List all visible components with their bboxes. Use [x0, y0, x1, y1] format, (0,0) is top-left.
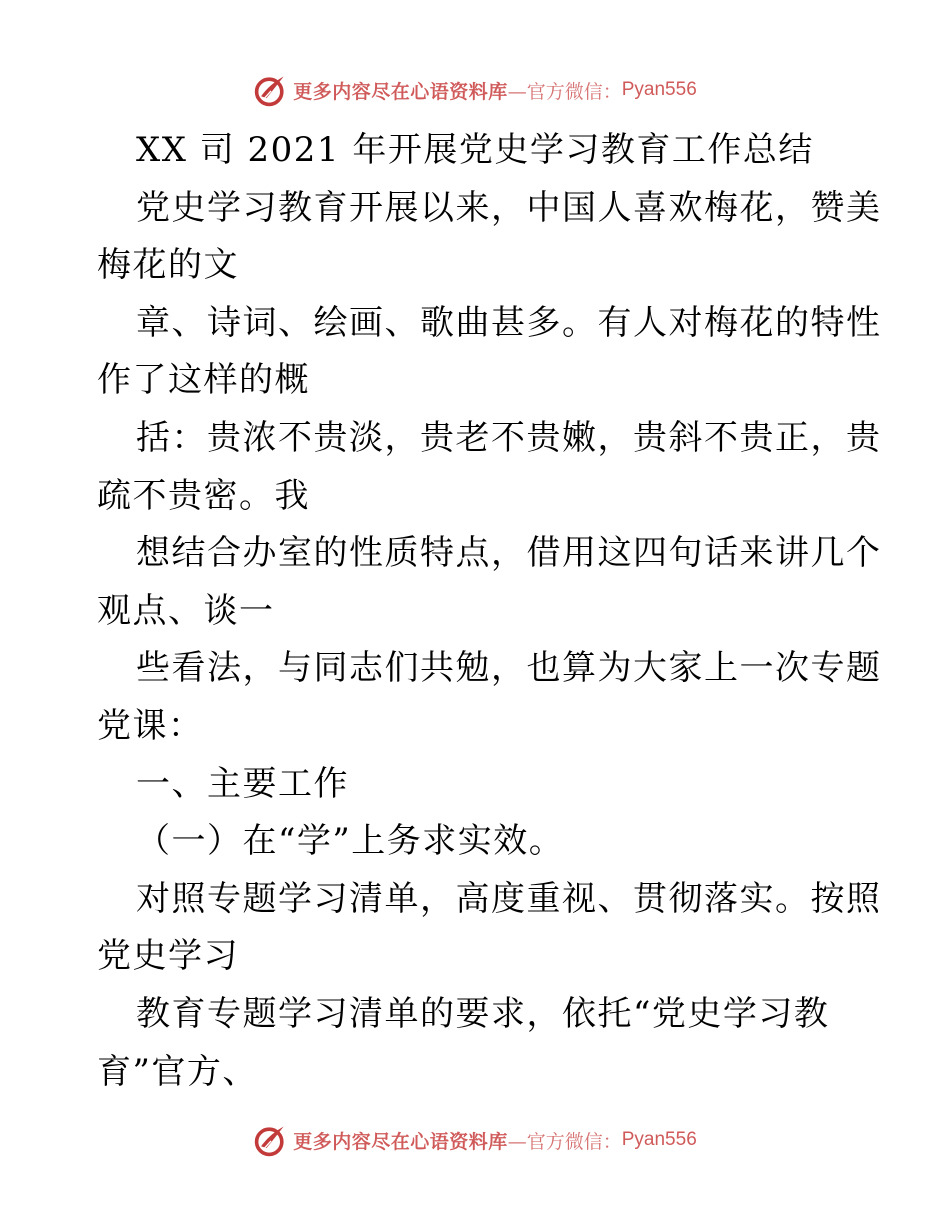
section-heading: 一、主要工作 — [136, 763, 349, 804]
watermark-lead-text: 更多内容尽在心语资料库 — [293, 80, 508, 103]
text-line: 想结合办室的性质特点，借用这四句话来讲几个 — [136, 533, 882, 574]
text-line: 育”官方、 — [97, 1051, 258, 1092]
text-line: 观点、谈一 — [97, 590, 275, 631]
watermark-tail-text: —官方微信： — [507, 80, 622, 103]
quill-logo-icon — [253, 1122, 289, 1158]
footer-watermark — [0, 1120, 950, 1160]
watermark-wechat-id: Pyan556 — [621, 79, 697, 100]
header-watermark — [0, 70, 950, 110]
quill-logo-icon — [253, 72, 289, 108]
document-title: XX 司 2021 年开展党史学习教育工作总结 — [136, 130, 814, 170]
subsection-heading: （一）在“学”上务求实效。 — [136, 821, 565, 862]
watermark-tail-text: —官方微信： — [507, 1130, 622, 1153]
watermark-lead-text: 更多内容尽在心语资料库 — [293, 1130, 508, 1153]
text-line: 党课： — [97, 705, 204, 746]
text-line: 对照专题学习清单，高度重视、贯彻落实。按照 — [136, 878, 882, 919]
text-line: 教育专题学习清单的要求，依托“党史学习教 — [136, 993, 830, 1034]
document-body — [97, 122, 882, 1101]
text-line: 梅花的文 — [97, 245, 239, 286]
text-line: 疏不贵密。我 — [97, 475, 310, 516]
text-line: 括：贵浓不贵淡，贵老不贵嫩，贵斜不贵正，贵 — [136, 417, 882, 458]
text-line: 章、诗词、绘画、歌曲甚多。有人对梅花的特性 — [136, 302, 882, 343]
text-line: 党史学习教育开展以来，中国人喜欢梅花，赞美 — [136, 187, 882, 228]
watermark-wechat-id: Pyan556 — [621, 1129, 697, 1150]
text-line: 些看法，与同志们共勉，也算为大家上一次专题 — [136, 648, 882, 689]
text-line: 作了这样的概 — [97, 360, 310, 401]
text-line: 党史学习 — [97, 936, 239, 977]
